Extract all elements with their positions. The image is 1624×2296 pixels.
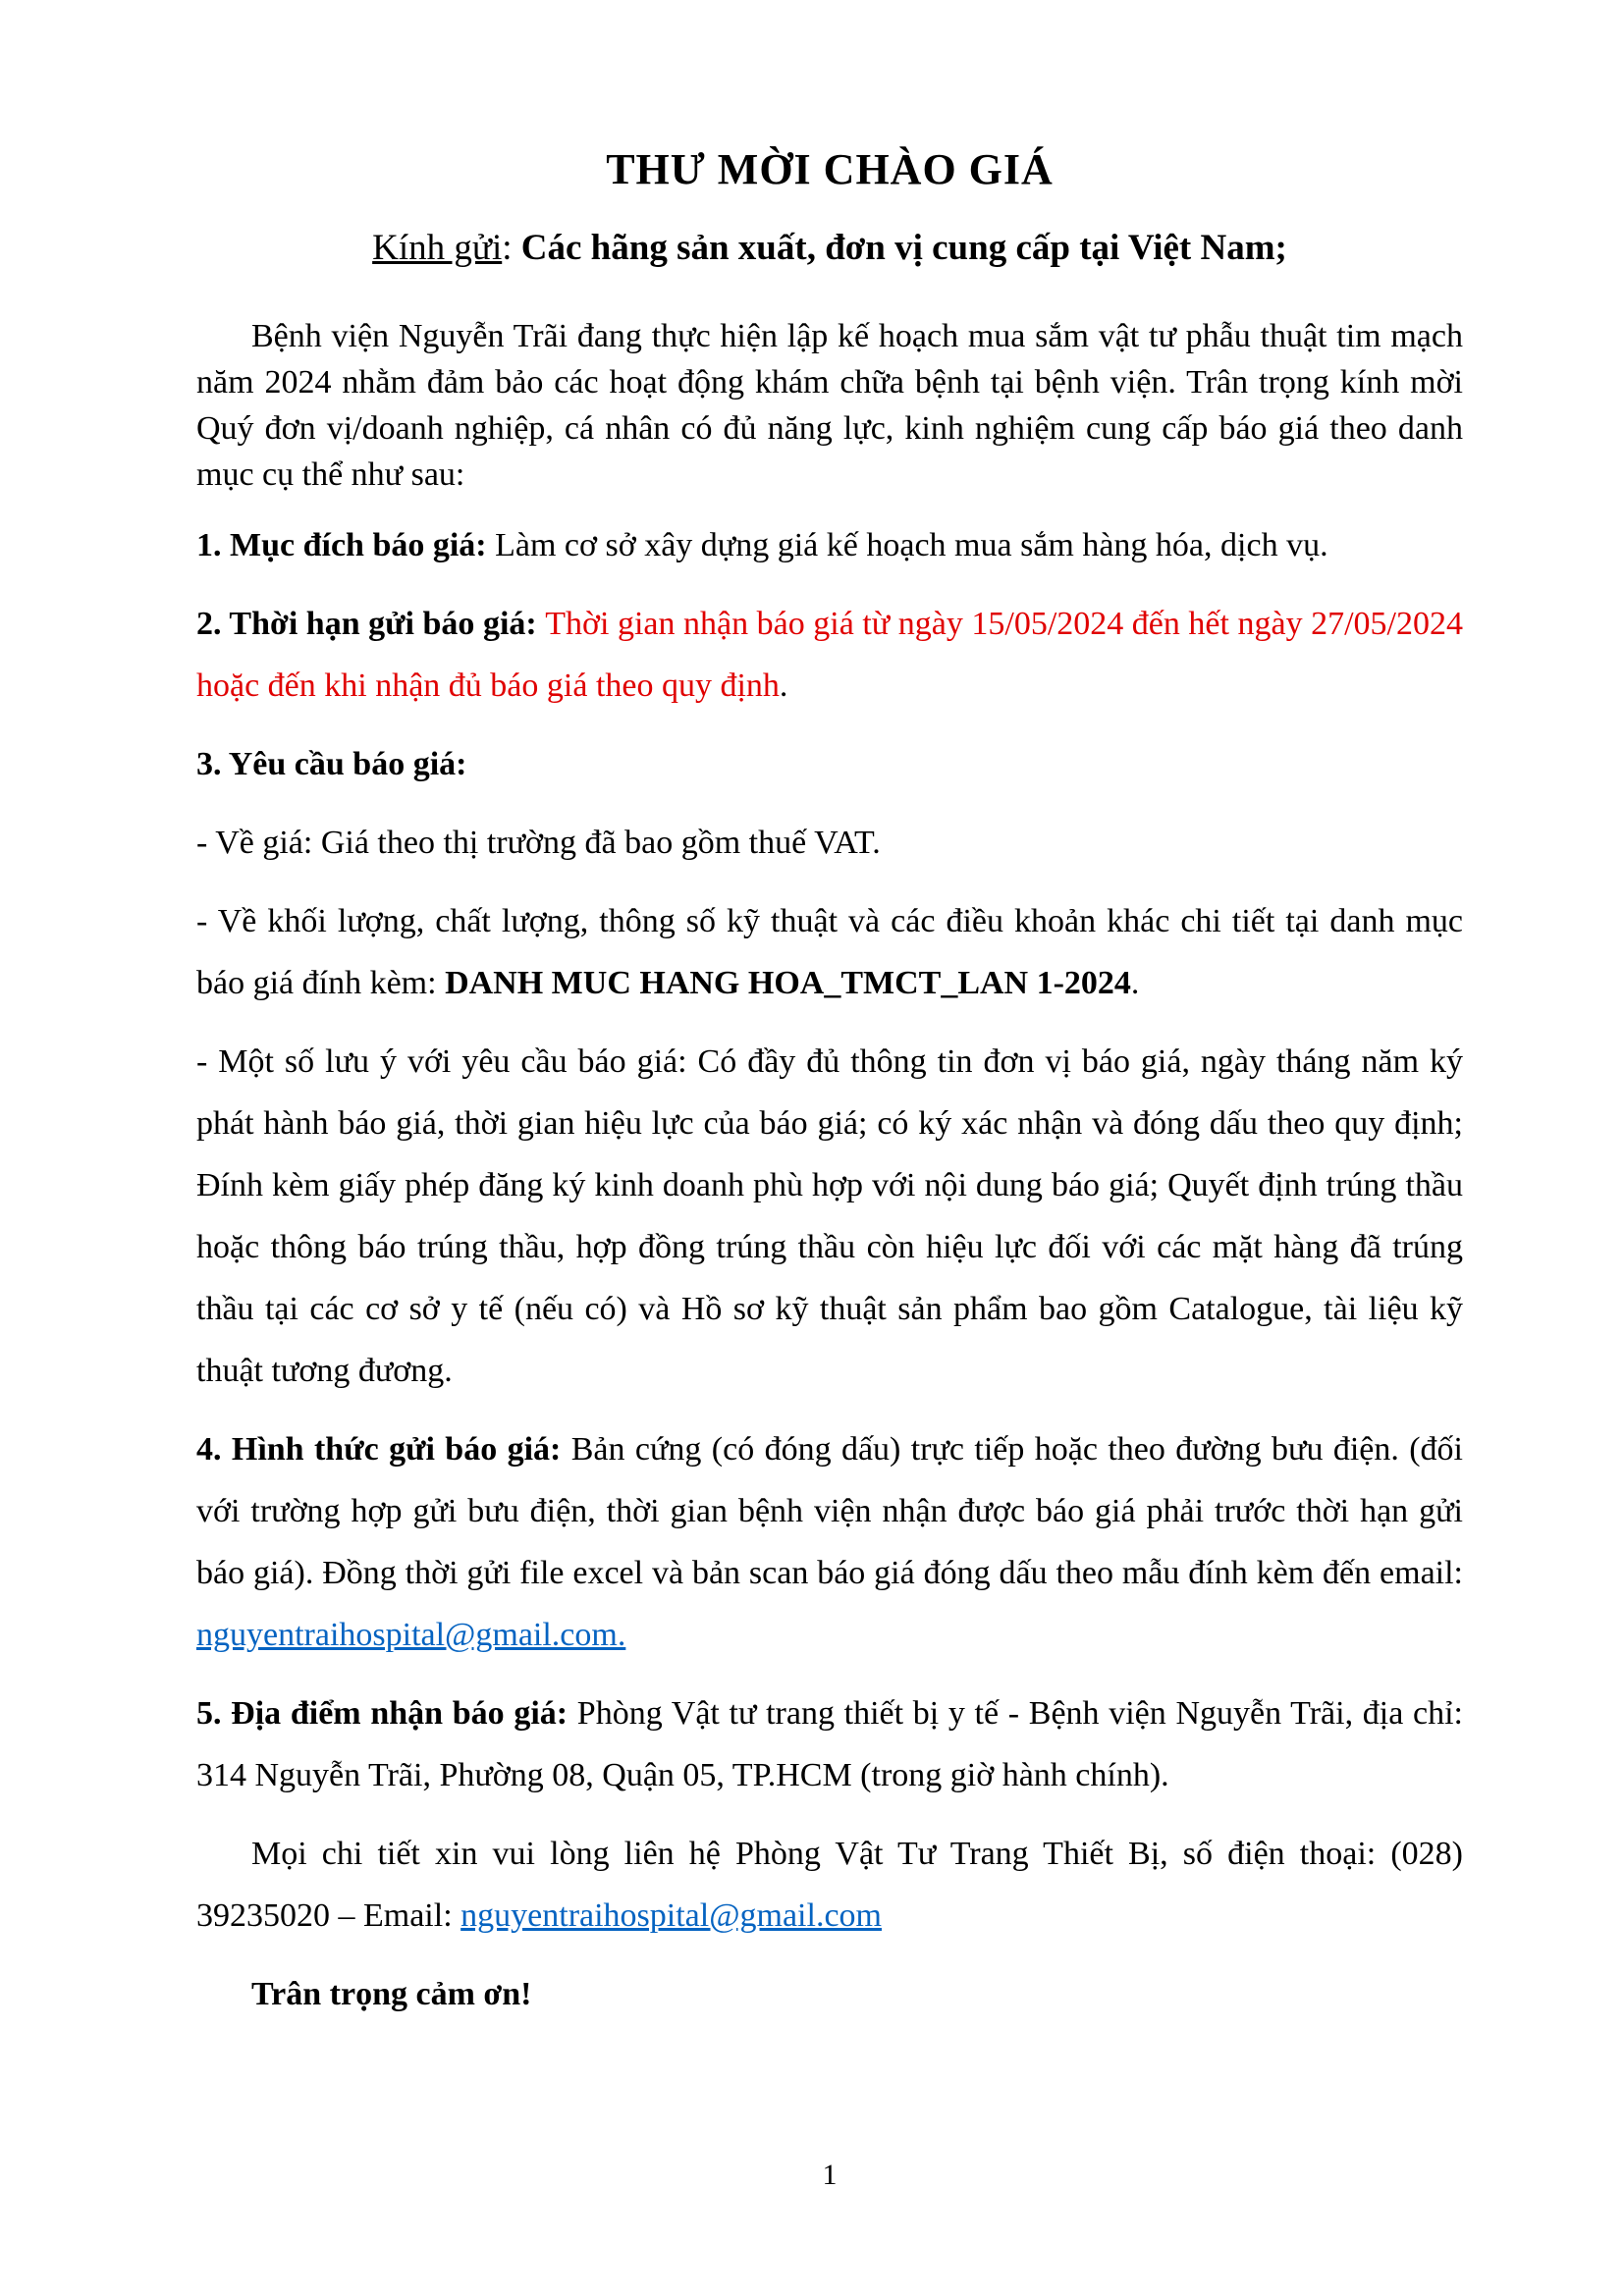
section-4-label: 4. Hình thức gửi báo giá:: [196, 1431, 571, 1468]
requirement-notes: - Một số lưu ý với yêu cầu báo giá: Có đầy đủ thông tin đơn vị báo giá, ngày tháng năm ký phát hành báo giá, thời gian hiệu lực của báo giá; có ký xác nhận và đóng dấu theo quy định; Đính kèm giấy phép đăng ký kinh doanh phù hợp với nội dung báo giá; Quyết định trúng thầu hoặc thông báo trúng thầu, hợp đồng trúng thầu còn hiệu lực đối với các mặt hàng đã trúng thầu tại các cơ sở y tế (nếu có) và Hồ sơ kỹ thuật sản phẩm bao gồm Catalogue, tài liệu kỹ thuật tương đương.: [196, 1043, 1463, 1389]
intro-paragraph: Bệnh viện Nguyễn Trãi đang thực hiện lập kế hoạch mua sắm vật tư phẫu thuật tim mạch năm 2024 nhằm đảm bảo các hoạt động khám chữa bệnh tại bệnh viện. Trân trọng kính mời Quý đơn vị/doanh nghiệp, cá nhân có đủ năng lực, kinh nghiệm cung cấp báo giá theo danh mục cụ thể như sau:: [196, 318, 1463, 493]
section-5-location: [196, 1682, 1463, 1806]
page-title: THƯ MỜI CHÀO GIÁ: [606, 145, 1054, 193]
section-3-heading: 3. Yêu cầu báo giá:: [196, 746, 467, 782]
delivery-email-link[interactable]: nguyentraihospital@gmail.com.: [196, 1617, 626, 1653]
salutation-recipient: Các hãng sản xuất, đơn vị cung cấp tại Việt Nam;: [520, 228, 1287, 268]
requirement-specs: [196, 890, 1463, 1014]
salutation-label: Kính gửi: [372, 228, 503, 268]
section-2-label: 2. Thời hạn gửi báo giá:: [196, 606, 546, 642]
section-4-delivery: [196, 1418, 1463, 1666]
section-1-label: 1. Mục đích báo giá:: [196, 527, 496, 563]
section-2-period: .: [779, 667, 788, 704]
document-content: [196, 0, 1463, 2025]
section-1-text: Làm cơ sở xây dựng giá kế hoạch mua sắm hàng hóa, dịch vụ.: [495, 527, 1328, 563]
requirement-specs-period: .: [1130, 965, 1140, 1001]
requirement-price: - Về giá: Giá theo thị trường đã bao gồm thuế VAT.: [196, 825, 881, 861]
closing-line: Trân trọng cảm ơn!: [251, 1976, 532, 2012]
section-2-deadline-text: Thời gian nhận báo giá từ ngày 15/05/2024 đến hết ngày 27/05/2024 hoặc đến khi nhận đủ báo giá theo quy định: [196, 606, 1463, 704]
contact-text: Mọi chi tiết xin vui lòng liên hệ Phòng Vật Tư Trang Thiết Bị, số điện thoại: (028) 39235020 – Email:: [196, 1836, 1463, 1934]
requirement-specs-text: - Về khối lượng, chất lượng, thông số kỹ thuật và các điều khoản khác chi tiết tại danh mục báo giá đính kèm:: [196, 903, 1463, 1001]
section-5-label: 5. Địa điểm nhận báo giá:: [196, 1695, 577, 1732]
contact-email-link[interactable]: nguyentraihospital@gmail.com: [460, 1897, 882, 1934]
salutation-line: [196, 225, 1463, 272]
section-1-purpose: [196, 514, 1463, 576]
salutation-separator: :: [502, 228, 521, 268]
section-4-text: Bản cứng (có đóng dấu) trực tiếp hoặc theo đường bưu điện. (đối với trường hợp gửi bưu điện, thời gian bệnh viện nhận được báo giá phải trước thời hạn gửi báo giá). Đồng thời gửi file excel và bản scan báo giá đóng dấu theo mẫu đính kèm đến email:: [196, 1431, 1463, 1591]
section-2-deadline: [196, 593, 1463, 717]
requirement-specs-attachment: DANH MUC HANG HOA_TMCT_LAN 1-2024: [445, 965, 1131, 1001]
section-5-text: Phòng Vật tư trang thiết bị y tế - Bệnh viện Nguyễn Trãi, địa chỉ: 314 Nguyễn Trãi, Phường 08, Quận 05, TP.HCM (trong giờ hành chính).: [196, 1695, 1463, 1793]
page-number: 1: [822, 2159, 838, 2191]
contact-paragraph: [196, 1823, 1463, 1947]
